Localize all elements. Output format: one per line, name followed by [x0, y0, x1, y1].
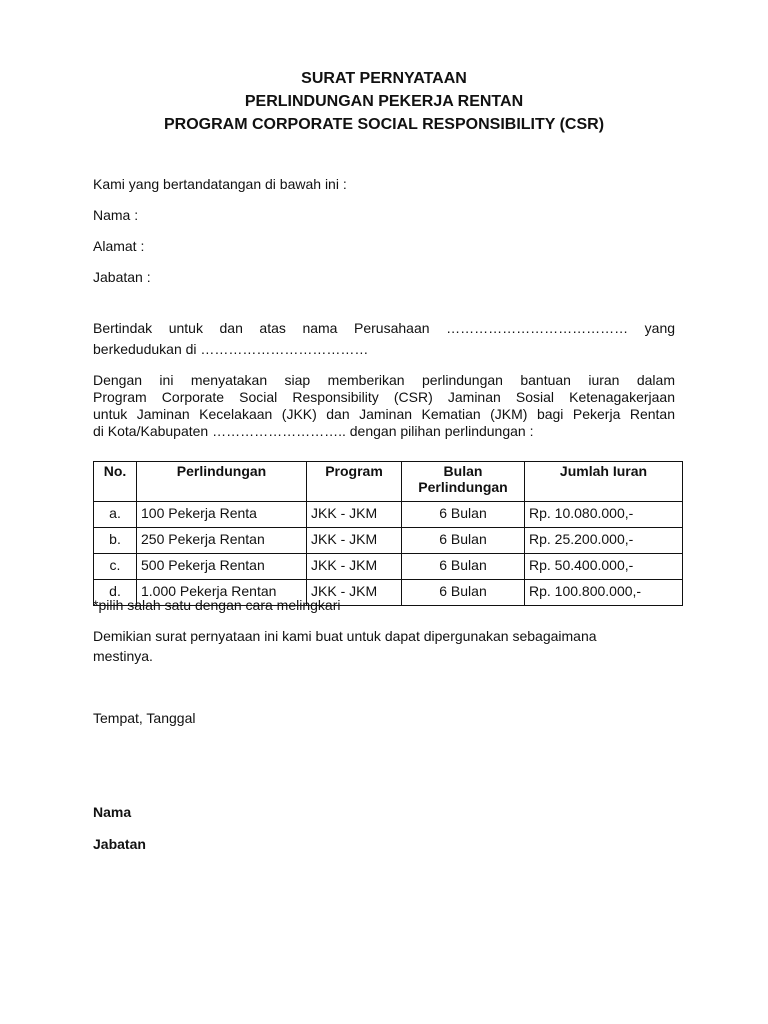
statement-paragraph — [93, 372, 675, 440]
table-note: *pilih salah satu dengan cara melingkari — [93, 597, 341, 613]
header-bulan-line1: Bulan — [443, 463, 483, 479]
table-row — [94, 502, 683, 528]
document-subtitle: PERLINDUNGAN PEKERJA RENTAN — [244, 93, 524, 110]
intro-text: Kami yang bertandatangan di bawah ini : — [93, 176, 347, 192]
closing-line-2: mestinya. — [93, 648, 153, 664]
company-paragraph-line — [93, 320, 675, 337]
table-row — [94, 528, 683, 554]
row-perlindungan: 1.000 Pekerja Rentan — [137, 580, 307, 606]
signature-position: Jabatan — [93, 836, 146, 852]
company-location-text: berkedudukan di ……………………………… — [93, 341, 369, 357]
company-paragraph — [93, 320, 675, 358]
header-jumlah-iuran: Jumlah Iuran — [525, 462, 683, 502]
row-no: c. — [94, 554, 137, 580]
signature-name: Nama — [93, 804, 132, 820]
statement-line-4: di Kota/Kabupaten ……………………….. dengan pilihan perlindungan : — [93, 423, 534, 439]
company-name-blank: ………………………………… — [446, 320, 629, 336]
header-bulan-perlindungan — [402, 462, 525, 502]
protection-table — [93, 461, 683, 606]
row-program: JKK - JKM — [307, 502, 402, 528]
company-statement-end: yang — [644, 320, 676, 336]
row-bulan: 6 Bulan — [402, 554, 525, 580]
field-alamat-label: Alamat : — [93, 238, 145, 254]
row-bulan: 6 Bulan — [402, 580, 525, 606]
field-jabatan-label: Jabatan : — [93, 269, 151, 285]
row-program: JKK - JKM — [307, 580, 402, 606]
row-bulan: 6 Bulan — [402, 528, 525, 554]
row-program: JKK - JKM — [307, 528, 402, 554]
document-title: SURAT PERNYATAAN — [301, 70, 467, 87]
closing-line-1: Demikian surat pernyataan ini kami buat untuk dapat dipergunakan sebagaimana — [93, 628, 597, 644]
row-jumlah: Rp. 100.800.000,- — [525, 580, 683, 606]
header-program: Program — [307, 462, 402, 502]
company-location-line — [93, 341, 675, 358]
row-no: d. — [94, 580, 137, 606]
statement-line-2: Program Corporate Social Responsibility (CSR) Jaminan Sosial Ketenagakerjaan — [93, 389, 675, 405]
place-date: Tempat, Tanggal — [93, 710, 196, 726]
table-header-row — [94, 462, 683, 502]
field-nama-label: Nama : — [93, 207, 139, 223]
row-perlindungan: 250 Pekerja Rentan — [137, 528, 307, 554]
company-statement-text: Bertindak untuk dan atas nama Perusahaan — [93, 320, 430, 336]
statement-line-1: Dengan ini menyatakan siap memberikan perlindungan bantuan iuran dalam — [93, 372, 675, 388]
row-jumlah: Rp. 10.080.000,- — [525, 502, 683, 528]
row-no: a. — [94, 502, 137, 528]
row-jumlah: Rp. 50.400.000,- — [525, 554, 683, 580]
table-row — [94, 554, 683, 580]
row-program: JKK - JKM — [307, 554, 402, 580]
header-perlindungan: Perlindungan — [137, 462, 307, 502]
row-perlindungan: 500 Pekerja Rentan — [137, 554, 307, 580]
row-perlindungan: 100 Pekerja Renta — [137, 502, 307, 528]
statement-line-3: untuk Jaminan Kecelakaan (JKK) dan Jaminan Kematian (JKM) bagi Pekerja Rentan — [93, 406, 675, 422]
row-jumlah: Rp. 25.200.000,- — [525, 528, 683, 554]
document-program-title: PROGRAM CORPORATE SOCIAL RESPONSIBILITY (CSR) — [163, 116, 605, 133]
row-bulan: 6 Bulan — [402, 502, 525, 528]
header-bulan-line2: Perlindungan — [418, 479, 508, 495]
header-no: No. — [94, 462, 137, 502]
row-no: b. — [94, 528, 137, 554]
